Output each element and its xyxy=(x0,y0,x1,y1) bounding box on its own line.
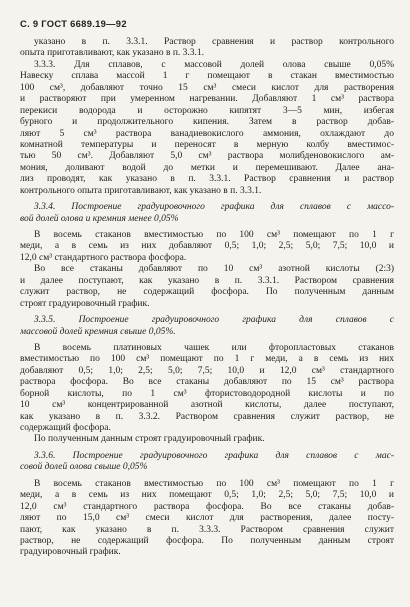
paragraph-s336-p1 xyxy=(20,479,394,559)
text-line: 12,0 см³ стандартного раствора фосфора. xyxy=(20,252,187,263)
text-line: В восемь стаканов вместимостью по 100 см³ помещают по 1 г xyxy=(34,230,394,240)
text-line: В восемь платиновых чашек или фторопластовых стаканов xyxy=(34,342,394,353)
section-heading-s335 xyxy=(20,315,394,338)
section-heading-s336 xyxy=(20,451,394,474)
text-line: тью 50 см³. Добавляют 5,0 см³ раствора молибденовокислого ам- xyxy=(20,151,394,162)
text-line: ляют по 15,0 см³ смеси кислот для растворения, далее посту- xyxy=(20,513,394,524)
text-line: мония, доливают водой до метки и перемешивают. Далее ана- xyxy=(20,162,394,173)
text-line: как указано в п. 3.3.2. Раствором сравнения служит раствор, не xyxy=(20,411,394,422)
paragraph-s334-p2 xyxy=(20,264,394,310)
text-line: борной кислоты, по 1 см³ фтористоводородной кислоты и по xyxy=(20,388,394,399)
text-line: совой долей олова свыше 0,05% xyxy=(20,462,148,473)
text-line: Навеску сплава массой 1 г помещают в стакан вместимостью xyxy=(20,71,394,82)
text-line: контрольного опыта приготавливают, как указано в п. 3.3.1. xyxy=(20,185,262,196)
text-line: 10 см³ концентрированной азотной кислоты, далее поступают, xyxy=(20,400,394,411)
text-line: раствора фосфора. Во все стаканы добавляют по 15 см³ раствора xyxy=(20,377,394,388)
text-line: вой долей олова и кремния менее 0,05% xyxy=(20,213,179,224)
text-line: градуировочный график. xyxy=(20,547,121,558)
text-line: бурного и продолжительного кипения. Затем в раствор добав- xyxy=(20,117,394,128)
text-line: служит раствор, не содержащий фосфора. По полученным данным xyxy=(20,287,394,298)
document-body xyxy=(20,37,394,559)
text-line: пают, как указано в п. 3.3.3. Раствором сравнения служит xyxy=(20,524,394,535)
text-line: 3.3.6. Построение градуировочного графика для сплавов с мас- xyxy=(34,450,394,461)
text-line: указано в п. 3.3.1. Раствор сравнения и раствор контрольного xyxy=(34,37,394,47)
text-line: и растворяют при умеренном нагревании. Добавляют 1 см³ раствора xyxy=(20,94,394,105)
text-line: 3.3.4. Построение градуировочного графика для сплавов с массо- xyxy=(34,202,394,213)
text-line: 3.3.3. Для сплавов, с массовой долей олова свыше 0,05% xyxy=(34,59,394,70)
text-line: меди, а в семь из них добавляют 0,5; 1,0; 2,5; 5,0; 7,5; 10,0 и xyxy=(20,241,394,252)
text-line: ляют 5 см³ раствора ванадиевокислого аммония, охлаждают до xyxy=(20,128,394,139)
text-line: По полученным данным строят градуировочный график. xyxy=(34,434,265,445)
page-header: С. 9 ГОСТ 6689.19—92 xyxy=(20,18,127,29)
text-line: массовой долей кремния свыше 0,05%. xyxy=(20,326,176,337)
text-line: лиз проводят, как указано в п. 3.3.1. Раствор сравнения и раствор xyxy=(20,174,394,185)
paragraph-s335-p1 xyxy=(20,343,394,435)
text-line: добавляют 0,5; 1,0; 2,5; 5,0; 7,5; 10,0 и 12,0 см³ стандартного xyxy=(20,365,394,376)
paragraph-s335-p2 xyxy=(20,434,394,445)
text-line: строят градуировочный график. xyxy=(20,298,150,309)
paragraph-s333 xyxy=(20,60,394,197)
text-line: 3.3.5. Построение градуировочного графика для сплавов с xyxy=(34,315,394,326)
text-line: вместимостью по 100 см³ помещают по 1 г меди, а в семь из них xyxy=(20,354,394,365)
text-line: перекиси водорода и осторожно кипятят 3—5 мин, избегая xyxy=(20,105,394,116)
section-heading-s334 xyxy=(20,202,394,225)
text-line: опыта приготавливают, как указано в п. 3.3.1. xyxy=(20,48,205,59)
text-line: Во все стаканы добавляют по 10 см³ азотной кислоты (2:3) xyxy=(34,264,394,275)
text-line: комнатной температуры и переносят в мерную колбу вместимос- xyxy=(20,139,394,150)
paragraph-s334-p1 xyxy=(20,230,394,264)
paragraph-s331-tail xyxy=(20,37,394,60)
text-line: раствор, не содержащий фосфора. По полученным данным строят xyxy=(20,535,394,546)
text-line: 100 см³, добавляют точно 15 см³ смеси кислот для растворения xyxy=(20,82,394,93)
text-line: 12,0 см³ стандартного раствора фосфора. Во все стаканы добав- xyxy=(20,501,394,512)
text-line: меди, а в семь из них помещают 0,5; 1,0; 2,5; 5,0; 7,5; 10,0 и xyxy=(20,490,394,501)
text-line: В восемь стаканов вместимостью по 100 см³ помещают по 1 г xyxy=(34,478,394,489)
text-line: содержащий фосфора. xyxy=(20,423,111,433)
text-line: и далее поступают, как указано в п. 3.3.1. Раствором сравнения xyxy=(20,275,394,286)
